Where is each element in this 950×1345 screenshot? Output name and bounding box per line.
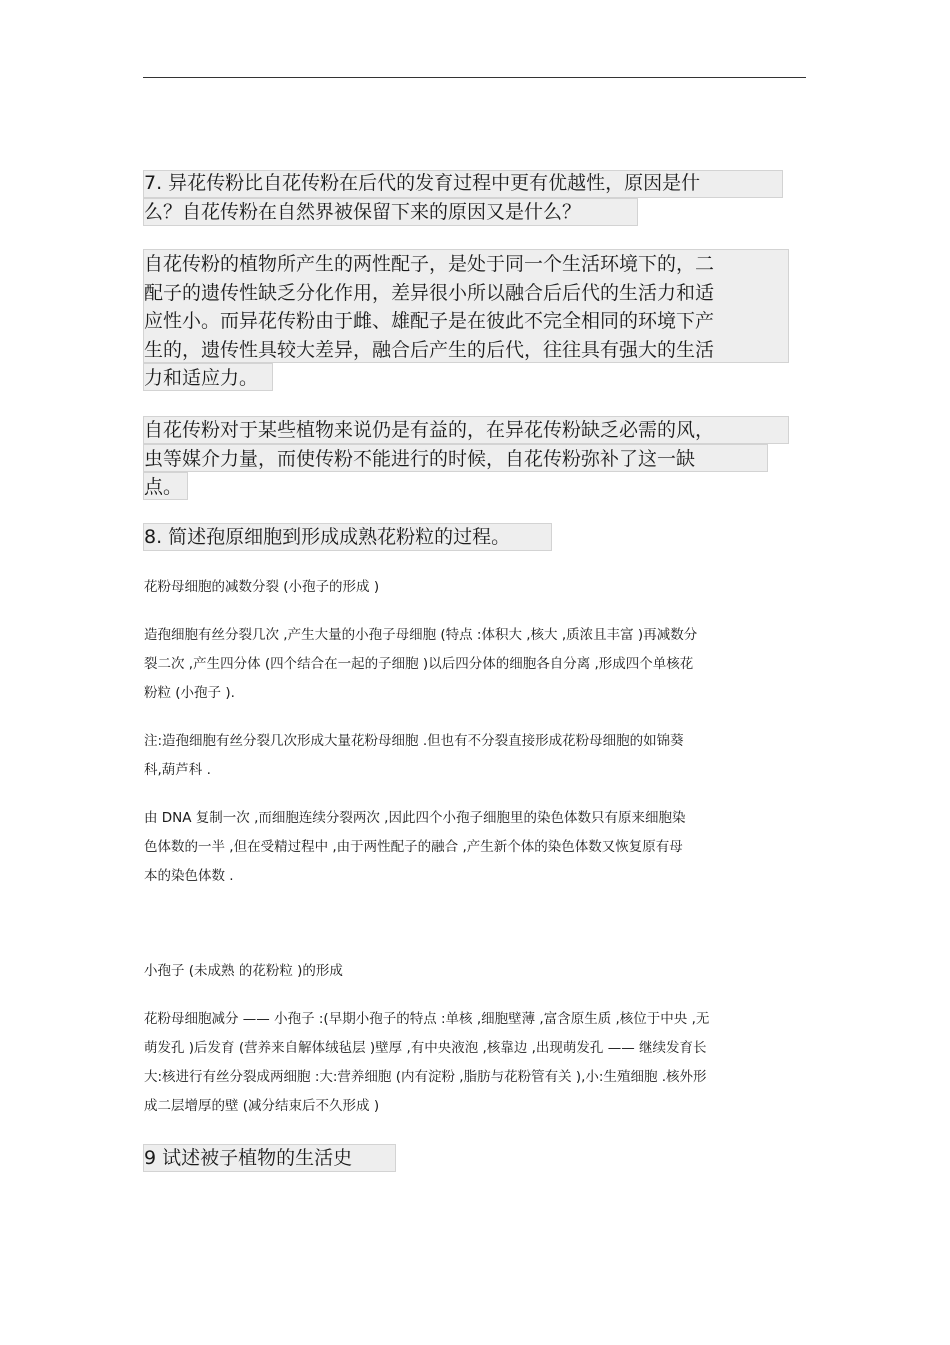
q8-title-text: 8. 简述孢原细胞到形成成熟花粉粒的过程。 bbox=[144, 526, 511, 548]
q7-answer-a-line: 自花传粉的植物所产生的两性配子，是处于同一个生活环境下的，二 bbox=[144, 253, 715, 275]
q8-subheading-meiosis bbox=[144, 573, 379, 602]
q7-answer-b-line: 自花传粉对于某些植物来说仍是有益的，在异花传粉缺乏必需的风， bbox=[144, 419, 715, 441]
q7-title bbox=[144, 169, 700, 226]
q7-answer-b bbox=[144, 416, 714, 502]
q8-para2-line: 本的染色体数 . bbox=[144, 868, 234, 884]
q8-para1-line: 造孢细胞有丝分裂几次 ,产生大量的小孢子母细胞 (特点 :体积大 ,核大 ,质浓且丰富 )再减数分 bbox=[144, 627, 698, 643]
header-rule bbox=[143, 77, 806, 78]
q7-answer-a-line: 力和适应力。 bbox=[144, 367, 259, 389]
q9-title-text: 9 试述被子植物的生活史 bbox=[144, 1147, 353, 1169]
q9-title bbox=[144, 1144, 352, 1173]
q8-subheading-text: 花粉母细胞的减数分裂 (小孢子的形成 ) bbox=[144, 579, 380, 595]
q7-answer-a-line: 生的，遗传性具较大差异，融合后产生的后代，往往具有强大的生活 bbox=[144, 338, 715, 361]
q8-note bbox=[144, 727, 684, 785]
q8-para3-line: 花粉母细胞减分 —— 小孢子 :(早期小孢子的特点 :单核 ,细胞壁薄 ,富含原生质 ,核位于中央 ,无 bbox=[144, 1011, 710, 1027]
q8-paragraph-dna bbox=[144, 804, 685, 891]
q8-subheading-microspore bbox=[144, 957, 343, 986]
q7-answer-a-line: 应性小。而异花传粉由于雌、雄配子是在彼此不完全相同的环境下产 bbox=[144, 310, 715, 332]
q7-answer-b-line: 点。 bbox=[144, 476, 183, 498]
q8-note-line: 注:造孢细胞有丝分裂几次形成大量花粉母细胞 .但也有不分裂直接形成花粉母细胞的如锦葵 bbox=[144, 733, 684, 749]
q7-title-line: 7. 异花传粉比自花传粉在后代的发育过程中更有优越性，原因是什 bbox=[144, 172, 701, 194]
q7-answer-b-line: 虫等媒介力量，而使传粉不能进行的时候，自花传粉弥补了这一缺 bbox=[144, 447, 696, 470]
q8-para1-line: 裂二次 ,产生四分体 (四个结合在一起的子细胞 )以后四分体的细胞各自分离 ,形成四个单核花 bbox=[144, 656, 694, 672]
q8-subheading-text: 小孢子 (未成熟 的花粉粒 )的形成 bbox=[144, 963, 343, 979]
q8-paragraph-development bbox=[144, 1005, 709, 1121]
q7-title-line: 么？自花传粉在自然界被保留下来的原因又是什么？ bbox=[144, 200, 582, 223]
q8-para2-line: 由 DNA 复制一次 ,而细胞连续分裂两次 ,因此四个小孢子细胞里的染色体数只有原来细胞染 bbox=[144, 810, 686, 826]
q8-title bbox=[144, 523, 510, 552]
q8-para2-line: 色体数的一半 ,但在受精过程中 ,由于两性配子的融合 ,产生新个体的染色体数又恢复原有母 bbox=[144, 839, 683, 855]
q7-answer-a-line: 配子的遗传性缺乏分化作用，差异很小所以融合后后代的生活力和适 bbox=[144, 281, 715, 304]
q7-answer-a bbox=[144, 250, 714, 393]
q8-para3-line: 萌发孔 )后发育 (营养来自解体绒毡层 )壁厚 ,有中央液泡 ,核靠边 ,出现萌发孔 —— 继续发育长 bbox=[144, 1040, 707, 1056]
q8-para3-line: 大:核进行有丝分裂成两细胞 :大:营养细胞 (内有淀粉 ,脂肪与花粉管有关 ),小:生殖细胞 .核外形 bbox=[144, 1069, 707, 1085]
q8-note-line: 科,葫芦科 . bbox=[144, 762, 211, 778]
q8-para3-line: 成二层增厚的壁 (减分结束后不久形成 ) bbox=[144, 1098, 380, 1114]
q8-paragraph-sporogenous bbox=[144, 621, 697, 708]
q8-para1-line: 粉粒 (小孢子 ). bbox=[144, 685, 235, 701]
